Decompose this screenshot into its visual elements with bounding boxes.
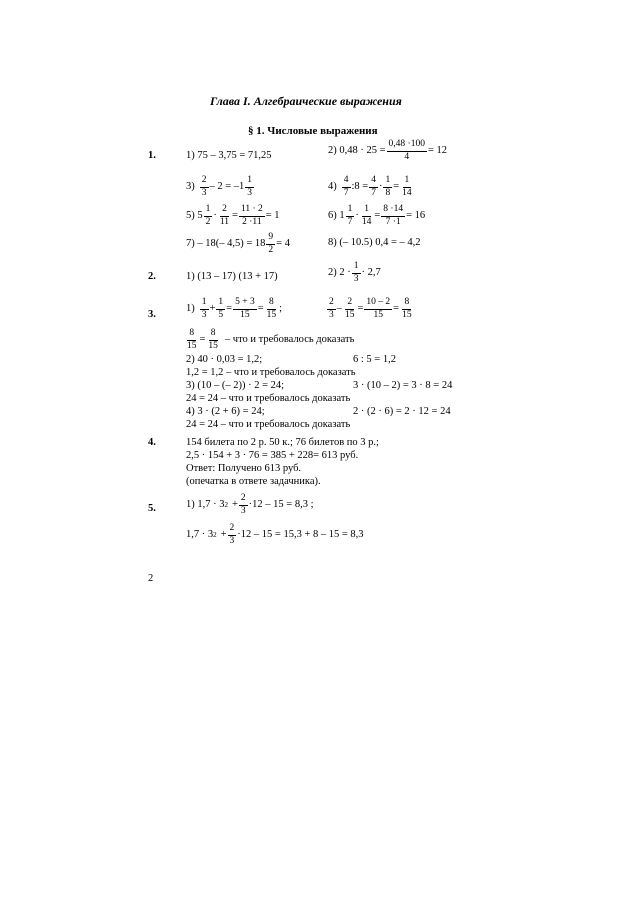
denominator: 2 ·11 bbox=[242, 216, 262, 227]
text: = bbox=[257, 303, 264, 315]
numerator: 11 · 2 bbox=[239, 205, 265, 217]
numerator: 1 bbox=[346, 205, 355, 217]
fraction bbox=[342, 176, 351, 199]
p3-line-4b: 3 · (10 – 2) = 3 · 8 = 24 bbox=[353, 380, 453, 391]
denominator: 15 bbox=[402, 309, 412, 320]
numerator: 8 ·14 bbox=[381, 205, 405, 217]
p1-item-1: 1) 75 – 3,75 = 71,25 bbox=[186, 150, 272, 161]
text: = bbox=[199, 334, 206, 346]
numerator: 2 bbox=[327, 298, 336, 310]
fraction bbox=[352, 262, 361, 285]
denominator: 15 bbox=[373, 309, 384, 320]
fraction bbox=[400, 298, 414, 321]
denominator: 3 bbox=[201, 309, 207, 320]
numerator: 1 bbox=[352, 262, 361, 274]
p1-item-7 bbox=[186, 233, 290, 256]
denominator: 7 bbox=[343, 187, 349, 198]
text: = bbox=[393, 303, 400, 315]
fraction bbox=[206, 329, 220, 352]
text: = 4 bbox=[276, 238, 290, 250]
fraction bbox=[266, 233, 275, 256]
text: · 2,7 bbox=[361, 267, 381, 279]
p3-line-5: 24 = 24 – что и требовалось доказать bbox=[186, 393, 351, 404]
p1-item-4 bbox=[328, 176, 415, 199]
p1-item-2 bbox=[328, 140, 447, 163]
denominator: 7 bbox=[371, 187, 376, 198]
denominator: 3 bbox=[229, 535, 235, 546]
text: 7) – 18(– 4,5) = 18 bbox=[186, 238, 266, 250]
fraction bbox=[265, 298, 279, 321]
numerator: 1 bbox=[362, 205, 371, 217]
p1-item-5 bbox=[186, 205, 280, 228]
text: = bbox=[393, 181, 400, 193]
text: – 2 = –1 bbox=[209, 181, 245, 193]
text: :8 = bbox=[351, 181, 369, 193]
fraction bbox=[360, 205, 374, 228]
fraction bbox=[204, 205, 213, 228]
page-number: 2 bbox=[148, 573, 154, 584]
denominator: 15 bbox=[266, 309, 277, 320]
numerator: 8 bbox=[267, 298, 276, 310]
fraction bbox=[239, 205, 265, 228]
fraction bbox=[381, 205, 405, 228]
denominator: 11 bbox=[219, 216, 230, 227]
text: = bbox=[357, 303, 364, 315]
text: · bbox=[213, 210, 217, 222]
fraction bbox=[200, 298, 209, 321]
p3-line-4a: 3) (10 – (– 2)) · 2 = 24; bbox=[186, 380, 285, 391]
numerator: 2 bbox=[228, 524, 237, 536]
text: – что и требовалось доказать bbox=[224, 334, 355, 346]
p4-line-1: 154 билета по 2 р. 50 к.; 76 билетов по 3 р.; bbox=[186, 437, 379, 448]
fraction bbox=[364, 298, 392, 321]
p4-line-4: (опечатка в ответе задачника). bbox=[186, 476, 321, 487]
denominator: 15 bbox=[208, 340, 218, 351]
fraction bbox=[346, 205, 355, 228]
denominator: 4 bbox=[404, 151, 410, 162]
p4-line-3: Ответ: Получено 613 руб. bbox=[186, 463, 302, 474]
text: 2) 2 · bbox=[328, 267, 351, 279]
p3-line-6b: 2 · (2 · 6) = 2 · 12 = 24 bbox=[353, 406, 451, 417]
fraction bbox=[185, 329, 199, 352]
denominator: 5 bbox=[218, 309, 224, 320]
numerator: 10 – 2 bbox=[364, 298, 392, 310]
text: = bbox=[226, 303, 233, 315]
exponent: 2 bbox=[213, 530, 217, 539]
numerator: 1 bbox=[204, 205, 213, 217]
fraction bbox=[327, 298, 336, 321]
text: 1) bbox=[186, 303, 195, 315]
p2-item-1: 1) (13 – 17) (13 + 17) bbox=[186, 271, 278, 282]
fraction bbox=[400, 176, 414, 199]
numerator: 2 bbox=[200, 176, 209, 188]
numerator: 8 bbox=[187, 329, 196, 341]
p3-item-1a bbox=[186, 298, 282, 321]
denominator: 3 bbox=[201, 187, 207, 198]
text: ; bbox=[279, 303, 283, 315]
denominator: 3 bbox=[353, 273, 359, 284]
text: + bbox=[232, 499, 238, 511]
numerator: 2 bbox=[239, 494, 248, 506]
text: ·12 – 15 = 15,3 + 8 – 15 = 8,3 bbox=[237, 529, 364, 541]
p3-item-1c bbox=[184, 329, 354, 352]
text: · bbox=[378, 181, 383, 193]
problem-5-number: 5. bbox=[148, 503, 156, 514]
problem-1-number: 1. bbox=[148, 150, 156, 161]
p5-item-1b bbox=[186, 524, 364, 547]
text: = bbox=[232, 210, 238, 222]
text: = bbox=[374, 210, 381, 222]
fraction bbox=[228, 524, 237, 547]
p5-item-1a bbox=[186, 494, 314, 517]
text: 5) 5 bbox=[186, 210, 203, 222]
numerator: 1 bbox=[200, 298, 209, 310]
numerator: 0,48 ·100 bbox=[387, 140, 427, 152]
denominator: 15 bbox=[187, 340, 197, 351]
denominator: 7 bbox=[347, 216, 353, 227]
numerator: 9 bbox=[266, 233, 275, 245]
denominator: 3 bbox=[247, 187, 253, 198]
numerator: 1 bbox=[383, 176, 392, 188]
text: = 16 bbox=[406, 210, 426, 222]
numerator: 1 bbox=[216, 298, 225, 310]
text: 1,7 · 3 bbox=[186, 529, 214, 541]
numerator: 8 bbox=[402, 298, 411, 310]
p3-line-7: 24 = 24 – что и требовалось доказать bbox=[186, 419, 351, 430]
text: = 1 bbox=[265, 210, 280, 222]
denominator: 15 bbox=[345, 309, 355, 320]
numerator: 2 bbox=[220, 205, 229, 217]
p2-item-2 bbox=[328, 262, 381, 285]
fraction bbox=[216, 298, 225, 321]
text: · bbox=[355, 210, 359, 222]
denominator: 14 bbox=[361, 216, 372, 227]
fraction bbox=[383, 176, 392, 199]
p1-item-3 bbox=[186, 176, 255, 199]
numerator: 4 bbox=[369, 176, 378, 188]
text: – bbox=[336, 303, 342, 315]
p3-item-1b bbox=[326, 298, 415, 321]
numerator: 8 bbox=[209, 329, 218, 341]
denominator: 2 bbox=[205, 216, 211, 227]
fraction bbox=[233, 298, 257, 321]
denominator: 14 bbox=[402, 187, 412, 198]
p1-item-6 bbox=[328, 205, 425, 228]
text: = 12 bbox=[427, 145, 448, 157]
p4-line-2: 2,5 · 154 + 3 · 76 = 385 + 228= 613 руб. bbox=[186, 450, 359, 461]
problem-2-number: 2. bbox=[148, 271, 156, 282]
fraction bbox=[387, 140, 427, 163]
numerator: 4 bbox=[342, 176, 351, 188]
numerator: 1 bbox=[245, 176, 254, 188]
denominator: 7 ·1 bbox=[385, 216, 401, 227]
p1-item-8: 8) (– 10.5) 0,4 = – 4,2 bbox=[328, 237, 421, 248]
fraction bbox=[369, 176, 378, 199]
problem-3-number: 3. bbox=[148, 309, 156, 320]
text: 6) 1 bbox=[328, 210, 345, 222]
text: 3) bbox=[186, 181, 195, 193]
text: + bbox=[209, 303, 216, 315]
chapter-title: Глава I. Алгебраические выражения bbox=[210, 94, 402, 108]
p3-line-3: 1,2 = 1,2 – что и требовалось доказать bbox=[186, 367, 356, 378]
problem-4-number: 4. bbox=[148, 437, 156, 448]
denominator: 3 bbox=[240, 505, 246, 516]
text: 1) 1,7 · 3 bbox=[186, 499, 225, 511]
text: + bbox=[220, 529, 227, 541]
fraction bbox=[200, 176, 209, 199]
denominator: 15 bbox=[240, 309, 250, 320]
p3-line-2a: 2) 40 · 0,03 = 1,2; bbox=[186, 354, 263, 365]
section-title: § 1. Числовые выражения bbox=[248, 125, 378, 137]
fraction bbox=[218, 205, 231, 228]
numerator: 5 + 3 bbox=[233, 298, 257, 310]
fraction bbox=[245, 176, 254, 199]
denominator: 8 bbox=[385, 187, 391, 198]
exponent: 2 bbox=[224, 500, 228, 509]
numerator: 2 bbox=[345, 298, 354, 310]
denominator: 2 bbox=[268, 244, 274, 255]
p3-line-6a: 4) 3 · (2 + 6) = 24; bbox=[186, 406, 265, 417]
denominator: 3 bbox=[329, 309, 334, 320]
p3-line-2b: 6 : 5 = 1,2 bbox=[353, 354, 396, 365]
text: 4) bbox=[328, 181, 337, 193]
fraction bbox=[239, 494, 248, 517]
numerator: 1 bbox=[403, 176, 412, 188]
text: ·12 – 15 = 8,3 ; bbox=[248, 499, 314, 511]
text: 2) 0,48 · 25 = bbox=[328, 145, 386, 157]
fraction bbox=[343, 298, 357, 321]
